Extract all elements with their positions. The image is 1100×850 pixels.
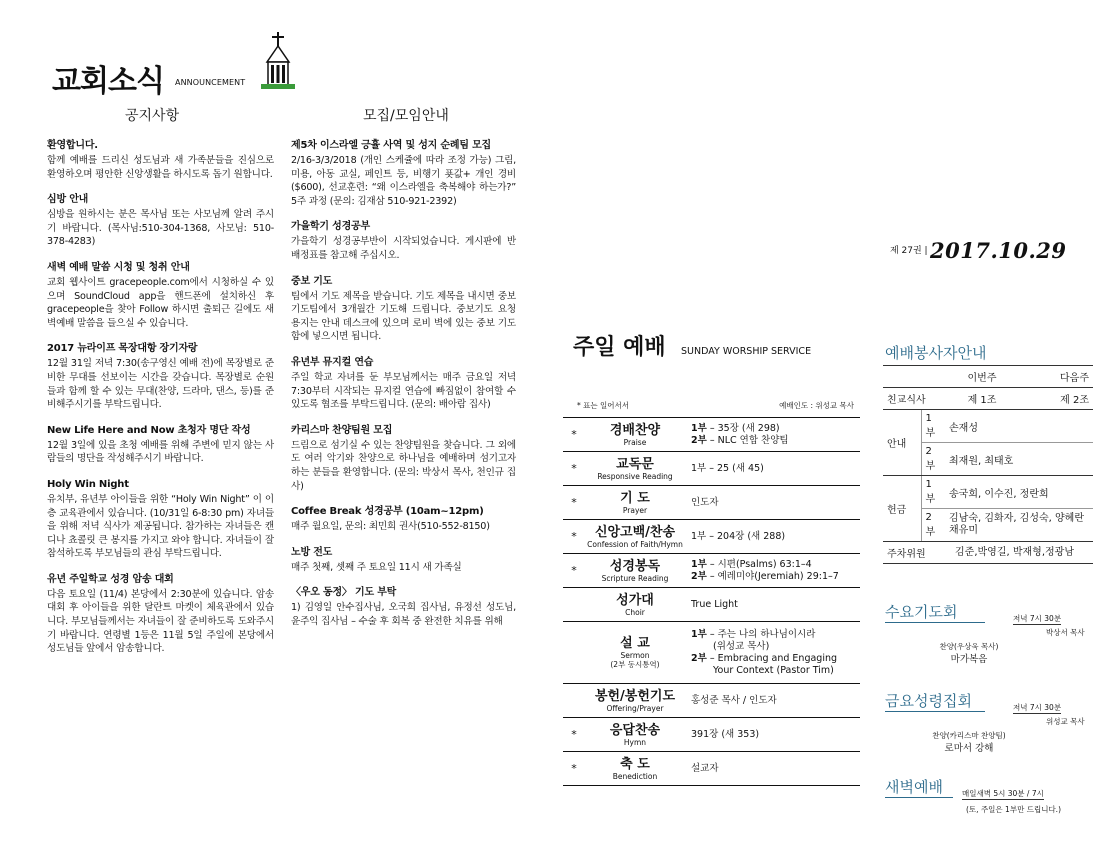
desc-text: – NLC 연합 찬양팀 (706, 434, 789, 446)
order-desc (685, 423, 860, 447)
order-row (563, 622, 860, 684)
order-desc-line (691, 559, 860, 571)
offering-1-part: 1부 (921, 476, 945, 509)
notice-item-title: 유년 주일학교 성경 암송 대회 (47, 573, 174, 585)
desc-text: 인도자 (691, 496, 719, 508)
desc-text: True Light (691, 598, 738, 610)
fri-text: 로마서 강해 (944, 743, 994, 754)
col-next-week: 다음주 (1019, 366, 1093, 388)
offering-1: 송국희, 이수진, 정란희 (945, 476, 1093, 509)
fri-leader: 위성교 목사 (1046, 717, 1085, 726)
offering-label: 헌금 (883, 476, 921, 542)
order-name (585, 559, 685, 583)
notice-item-body: 심방을 원하시는 분은 목사님 또는 사모님께 알려 주시기 바랍니다. (목사님:510-304-1368, 사모님: 510-378-4283) (47, 209, 274, 248)
notice-item-title: 2017 뉴라이프 목장대항 장기자랑 (47, 343, 198, 355)
recruit-item-body: 드림으로 섬기실 수 있는 찬양팀원을 찾습니다. 그 외에도 여러 악기와 찬양으로 하나님을 예배하며 섬기고자 하는 분들을 환영합니다. (문의: 박상서 목사, 천인규 집사) (291, 439, 516, 492)
stand-marker: * (571, 564, 577, 577)
order-name (585, 525, 685, 549)
order-row (563, 684, 860, 718)
desc-text: – 주는 나의 하나님이시라 (706, 628, 816, 640)
desc-text: – 시편(Psalms) 63:1–4 (706, 558, 812, 570)
part-label: 1부 (691, 558, 707, 570)
notice-item-title: 환영합니다. (47, 140, 98, 151)
stand-marker: * (571, 496, 577, 509)
leader-note: 예배인도 : 위성교 목사 (779, 401, 854, 410)
recruit-item (291, 424, 516, 493)
order-name-en: Praise (623, 437, 647, 447)
order-name-en: Sermon (620, 651, 650, 660)
order-desc (685, 531, 860, 543)
order-name-ko: 기 도 (620, 490, 650, 506)
order-name-ko: 신앙고백/찬송 (594, 524, 676, 540)
notices-column (47, 139, 274, 668)
order-name (585, 757, 685, 781)
usher-2-part: 2부 (921, 443, 945, 476)
notice-item-body: 교회 웹사이트 gracepeople.com에서 시청하실 수 있으며 SoundCloud app을 핸드폰에 설치하신 후 gracepeople을 찾아 Follow 하시면 출퇴근 길에도 새벽예배 말씀을 들으실 수 있습니다. (47, 276, 274, 329)
service-title: 예배봉사자안내 (885, 344, 987, 362)
recruit-item-body: 가을학기 성경공부반이 시작되었습니다. 게시판에 반 배정표를 참고해 주십시오. (291, 236, 516, 261)
order-desc-line (691, 531, 860, 543)
order-name-en: Confession of Faith/Hymn (587, 539, 683, 549)
order-name-en: Prayer (622, 505, 648, 515)
part-label: 1부 (691, 422, 707, 434)
notice-item (47, 193, 274, 249)
order-row (563, 418, 860, 452)
order-name-en: Responsive Reading (597, 471, 673, 481)
usher-2: 최재원, 최태호 (945, 443, 1093, 476)
notice-item-body: 다음 토요일 (11/4) 본당에서 2:30분에 있습니다. 암송 대회 후 아이들을 위한 달란트 마켓이 체육관에서 있습니다. 부모님들께서는 자녀들이 잘 준비하도록 도와주시기 바랍니다. 연령별 1등은 11월 5일 주일에 본당에서 성도님들 앞에서 암송합니다. (47, 588, 274, 655)
order-name-ko: 축 도 (620, 756, 650, 772)
notice-item-title: 새벽 예배 말씀 시청 및 청취 안내 (47, 261, 190, 273)
order-name (585, 423, 685, 447)
church-icon (257, 32, 299, 90)
order-row (563, 554, 860, 588)
order-name-en: Benediction (612, 771, 658, 781)
notice-item (47, 139, 274, 181)
notice-item-body: 12월 3일에 있을 초청 예배를 위해 주변에 믿지 않는 사람들의 명단을 작성해주시기 바랍니다. (47, 439, 274, 465)
order-desc (685, 559, 860, 583)
page-subtitle: ANNOUNCEMENT (175, 78, 246, 87)
recruit-item (291, 220, 516, 262)
order-name (585, 457, 685, 481)
desc-text: 391장 (새 353) (691, 728, 760, 740)
notice-item (47, 342, 274, 411)
wed-text: 마가복음 (950, 654, 988, 665)
wed-leader: 박상서 목사 (1046, 628, 1085, 637)
order-desc-line (691, 763, 860, 775)
worship-note (563, 400, 860, 418)
desc-text: – 예레미야(Jeremiah) 29:1–7 (706, 570, 839, 582)
order-desc-line (691, 653, 860, 665)
greeter-label: 친교식사 (883, 388, 945, 410)
desc-text: 설교자 (691, 762, 719, 774)
recruit-item (291, 139, 516, 208)
desc-text: – Embracing and Engaging (706, 652, 838, 664)
order-desc (685, 763, 860, 775)
order-name-en2: (2부 동시통역) (610, 660, 660, 669)
dawn-note: (토, 주일은 1부만 드립니다.) (966, 805, 1061, 814)
desc-text: 1부 – 25 (새 45) (691, 462, 764, 474)
order-desc-line (691, 729, 860, 741)
order-desc (685, 729, 860, 741)
order-desc (685, 497, 860, 509)
notice-item-title: New Life Here and Now 초청자 명단 작성 (47, 424, 251, 436)
desc-text: Your Context (Pastor Tim) (713, 664, 834, 676)
order-desc (685, 599, 860, 611)
order-name-ko: 경배찬양 (609, 422, 661, 438)
notice-item (47, 573, 274, 656)
notice-item (47, 424, 274, 466)
recruit-column (291, 139, 516, 640)
offering-2-part: 2부 (921, 509, 945, 542)
order-desc (685, 463, 860, 475)
order-name (585, 636, 685, 669)
notice-item-body: 유치부, 유년부 아이들을 위한 “Holy Win Night” 이 이 층 교육관에서 있습니다. (10/31일 6-8:30 pm) 자녀들을 위해 저녁 식사가 제공됩니다. 참가하는 자녀들은 캔디나 쵸콜릿 큰 봉지를 가지고 와야 합니다. 자녀들이 잘 참석하도록 부모님들의 관심 부탁드립니다. (47, 493, 274, 560)
order-name-en: Scripture Reading (601, 573, 669, 583)
order-desc-line (691, 571, 860, 583)
stand-marker: * (571, 762, 577, 775)
wed-title: 수요기도회 (885, 601, 985, 623)
fri-info (914, 729, 1024, 755)
recruit-item-body: 매주 첫째, 셋째 주 토요일 11시 새 가족실 (291, 561, 462, 573)
fri-time: 저녁 7시 30분 (1013, 703, 1062, 712)
order-name-ko: 교독문 (616, 456, 654, 472)
order-desc (685, 695, 860, 707)
desc-text: 1부 – 204장 (새 288) (691, 530, 786, 542)
notice-item-body: 함께 예배를 드리신 성도님과 새 가족분들을 진심으로 환영하오며 평안한 신앙생활을 하시도록 돕기 원합니다. (47, 155, 274, 180)
order-desc-line (691, 641, 860, 653)
recruit-item-body: 2/16-3/3/2018 (개인 스케쥴에 따라 조정 가능) 그림, 미용, 아동 교실, 페인트 등, 비행기 푯값+ 개인 경비 ($600), 선교훈련: “왜 이스라엘을 축복해야 하는가?” 5주 과정 (문의: 김재삼 510-921-2392) (291, 155, 516, 207)
greeter-next: 제 2조 (1019, 388, 1093, 410)
order-name-en: Hymn (623, 737, 647, 747)
order-name-ko: 응답찬송 (609, 722, 661, 738)
order-name-en: Choir (625, 607, 645, 617)
recruit-item-title: 중보 기도 (291, 275, 333, 287)
desc-text: (위성교 목사) (713, 640, 770, 652)
order-desc-line (691, 423, 860, 435)
col-this-week: 이번주 (945, 366, 1019, 388)
dawn-time: 매일새벽 5시 30분 / 7시 (962, 789, 1044, 798)
recruit-item (291, 356, 516, 412)
part-label: 1부 (691, 628, 707, 640)
order-desc-line (691, 435, 860, 447)
recruit-item-title: 제5차 이스라엘 긍휼 사역 및 성지 순례팀 모집 (291, 140, 492, 151)
desc-text: – 35장 (새 298) (706, 422, 780, 434)
order-row (563, 588, 860, 622)
part-label: 2부 (691, 570, 707, 582)
recruit-item-title: 노방 전도 (291, 546, 333, 558)
dawn-title: 새벽예배 (885, 776, 953, 798)
order-name-ko: 봉헌/봉헌기도 (594, 688, 676, 704)
worship-order (563, 400, 860, 786)
greeter-this: 제 1조 (945, 388, 1019, 410)
recruit-item (291, 586, 516, 628)
stand-marker: * (571, 728, 577, 741)
recruit-item-body: 주일 학교 자녀를 둔 부모님께서는 매주 금요일 저녁 7:30부터 시작되는 뮤지컬 연습에 빠짐없이 참여할 수 있도록 협조를 부탁드립니다. (문의: 배아람 집사) (291, 371, 516, 411)
usher-1-part: 1부 (921, 410, 945, 443)
part-label: 2부 (691, 652, 707, 664)
service-table (883, 365, 1093, 564)
order-desc-line (691, 695, 860, 707)
order-name (585, 723, 685, 747)
desc-text: 홍성준 목사 / 인도자 (691, 694, 777, 706)
worship-subtitle: SUNDAY WORSHIP SERVICE (681, 346, 812, 357)
order-desc-line (691, 629, 860, 641)
order-name (585, 491, 685, 515)
fri-title: 금요성령집회 (885, 690, 985, 712)
order-name (585, 593, 685, 617)
recruit-item (291, 275, 516, 344)
offering-2: 김남숙, 김화자, 김성숙, 양혜란 채유미 (945, 509, 1093, 542)
order-row (563, 718, 860, 752)
order-name-ko: 설 교 (620, 636, 650, 651)
order-desc-line (691, 665, 860, 677)
order-name-ko: 성경봉독 (609, 558, 661, 574)
wed-time: 저녁 7시 30분 (1013, 614, 1062, 623)
notice-item (47, 478, 274, 561)
order-row (563, 520, 860, 554)
worship-title: 주일 예배 (573, 335, 666, 360)
stand-marker: * (571, 530, 577, 543)
order-desc-line (691, 497, 860, 509)
recruit-item (291, 546, 516, 575)
notice-item-body: 12월 31일 저녁 7:30(송구영신 예배 전)에 목장별로 준비한 무대를 선보이는 시간을 갖습니다. 목장별로 순원들과 함께 할 수 있는 무대(찬양, 드라마, 댄스, 등)를 준비해주시기를 부탁드립니다. (47, 358, 274, 411)
recruit-item-title: 유년부 뮤지컬 연습 (291, 356, 374, 368)
recruit-item-title: 카리스마 찬양팀원 모집 (291, 424, 393, 436)
wed-praise: 찬양(우상욱 목사) (939, 642, 999, 651)
issue-date: 2017.10.29 (930, 238, 1067, 263)
notice-item-title: Holy Win Night (47, 478, 129, 490)
stand-marker: * (571, 462, 577, 475)
order-row (563, 752, 860, 786)
order-desc-line (691, 463, 860, 475)
recruit-heading: 모집/모임안내 (363, 108, 449, 124)
parking: 김준,박영길, 박재형,정광남 (945, 542, 1093, 564)
parking-label: 주차위원 (883, 542, 945, 564)
part-label: 2부 (691, 434, 707, 446)
recruit-item-title: 〈우오 동정〉 기도 부탁 (291, 587, 397, 599)
recruit-item (291, 505, 516, 534)
order-row (563, 486, 860, 520)
notice-item (47, 261, 274, 330)
notice-item-title: 심방 안내 (47, 194, 89, 206)
usher-label: 안내 (883, 410, 921, 476)
stand-note: * 표는 일어서서 (577, 401, 629, 410)
recruit-item-title: Coffee Break 성경공부 (10am~12pm) (291, 506, 484, 518)
recruit-item-title: 가을학기 성경공부 (291, 221, 370, 233)
stand-marker: * (571, 428, 577, 441)
wed-info (914, 640, 1024, 666)
order-name (585, 689, 685, 713)
order-desc-line (691, 599, 860, 611)
notices-heading: 공지사항 (125, 108, 180, 124)
fri-praise: 찬양(카리스마 찬양팀) (932, 731, 1006, 740)
recruit-item-body: 매주 월요일, 문의: 최민희 권사(510-552-8150) (291, 521, 490, 533)
order-name-en: Offering/Prayer (606, 703, 664, 713)
recruit-item-body: 1) 김영일 안수집사님, 오국희 집사님, 유정선 성도님, 윤주익 집사님 – 수술 후 회복 중 완전한 치유를 위해 (291, 602, 516, 627)
recruit-item-body: 팀에서 기도 제목을 받습니다. 기도 제목을 내시면 중보 기도팀에서 3개월간 기도해 드립니다. 중보기도 요청 용지는 안내 데스크에 있으며 로비 벽에 있는 중보 기도함에 넣으시면 됩니다. (291, 290, 516, 343)
order-desc (685, 629, 860, 677)
issue-volume: 제 27권 | (890, 246, 928, 256)
order-row (563, 452, 860, 486)
usher-1: 손재성 (945, 410, 1093, 443)
order-name-ko: 성가대 (616, 592, 654, 608)
page-title: 교회소식 (52, 64, 164, 99)
